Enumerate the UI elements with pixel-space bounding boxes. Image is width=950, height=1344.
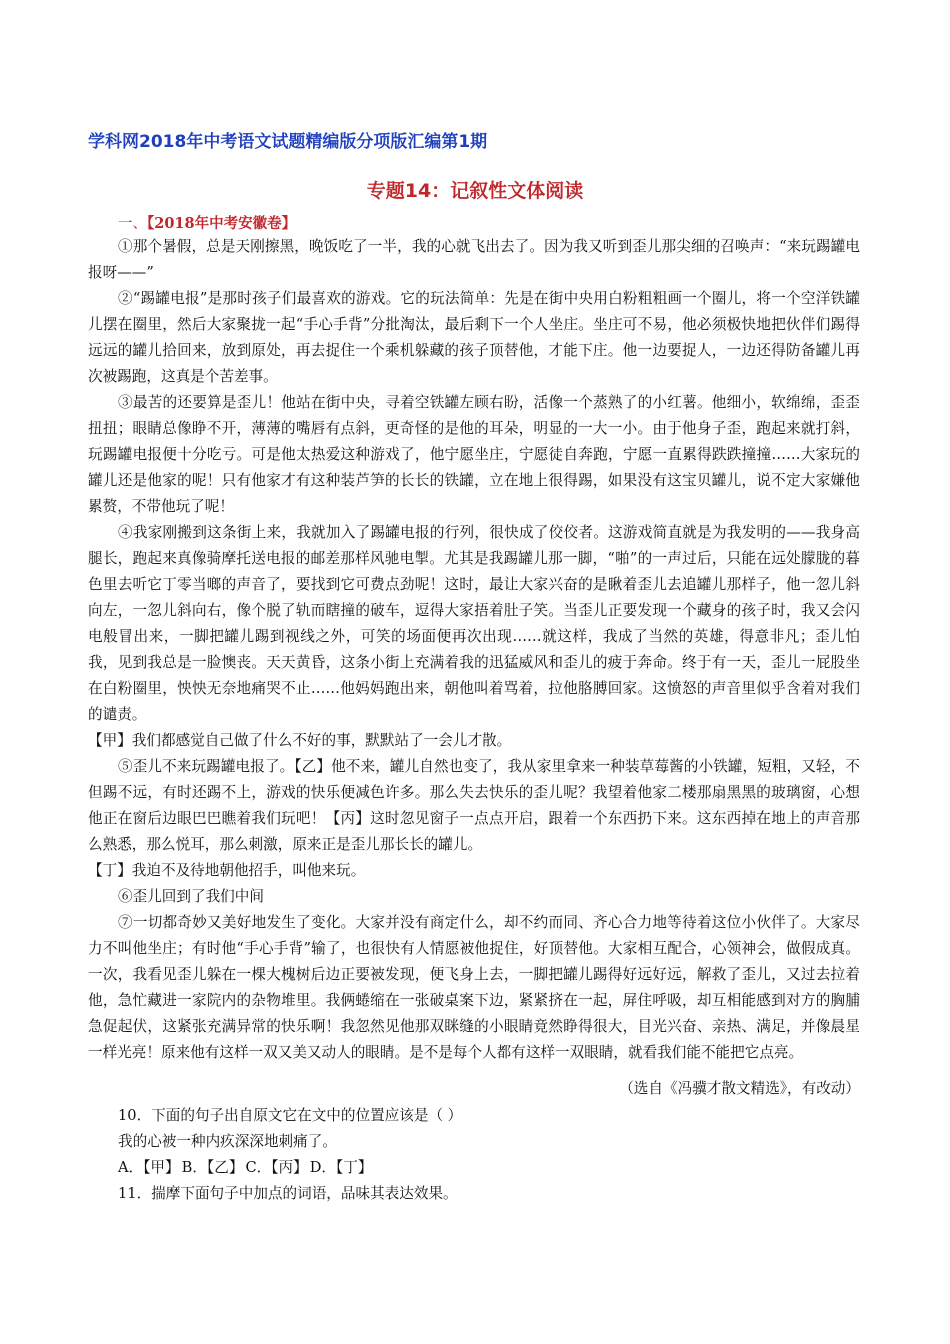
question-10-sentence: 我的心被一种内疚深深地刺痛了。: [118, 1133, 337, 1150]
paragraph-1: ①那个暑假，总是天刚擦黑，晚饭吃了一半，我的心就飞出去了。因为我又听到歪儿那尖细的召唤声：“来玩踢罐电报呀——”: [88, 238, 860, 281]
option-b: B．【乙】: [181, 1159, 244, 1176]
paragraph-7: ⑦一切都奇妙又美好地发生了变化。大家并没有商定什么，却不约而同、齐心合力地等待着这位小伙伴了。大家尽力不叫他坐庄；有时他“手心手背”输了，也很快有人情愿被他捉住，好顶替他。大家相互配合，心领神会，做假成真。一次，我看见歪儿躲在一棵大槐树后边正要被发现，便飞身上去，一脚把罐儿踢得好远好远，解救了歪儿，又过去拉着他，急忙藏进一家院内的杂物堆里。我俩蜷缩在一张破桌案下边，紧紧挤在一起，屏住呼吸，却互相能感到对方的胸脯急促起伏，这紧张充满异常的快乐啊！我忽然见他那双眯缝的小眼睛竟然睁得很大，目光兴奋、亲热、满足，并像晨星一样光亮！原来他有这样一双又美又动人的眼睛。是不是每个人都有这样一双眼睛，就看我们能不能把它点亮。: [88, 914, 860, 1061]
option-a: A．【甲】: [118, 1159, 180, 1176]
paragraph-5: ⑤歪儿不来玩踢罐电报了。【乙】他不来，罐儿自然也变了，我从家里拿来一种装草莓酱的小铁罐，短粗，又轻，不但踢不远，有时还踢不上，游戏的快乐便减色许多。那么失去快乐的歪儿呢？我望着他家二楼那扇黑黑的玻璃窗，心想他正在窗后边眼巴巴瞧着我们玩吧！【丙】这时忽见窗子一点点开启，跟着一个东西扔下来。这东西掉在地上的声音那么熟悉，那么悦耳，那么刺激，原来正是歪儿那长长的罐儿。: [88, 758, 860, 853]
article-source: （选自《冯骥才散文精选》，有改动）: [619, 1080, 860, 1097]
paragraph-ding: 【丁】我迫不及待地朝他招手，叫他来玩。: [88, 862, 366, 879]
section-heading: [118, 212, 296, 233]
question-10-options: [118, 1155, 860, 1181]
question-10-stem: 10．下面的句子出自原文它在文中的位置应该是（ ）: [118, 1107, 463, 1124]
paragraph-2: ②“踢罐电报”是那时孩子们最喜欢的游戏。它的玩法简单：先是在街中央用白粉粗粗画一个圈儿，将一个空洋铁罐儿摆在圈里，然后大家聚拢一起“手心手背”分批淘汰，最后剩下一个人坐庄。坐庄可不易，他必须极快地把伙伴们踢得远远的罐儿拾回来，放到原处，再去捉住一个乘机躲藏的孩子顶替他，才能下庄。他一边要捉人，一边还得防备罐儿再次被踢跑，这真是个苦差事。: [88, 290, 860, 385]
header-title: 学科网2018年中考语文试题精编版分项版汇编第1期: [88, 132, 488, 152]
section-number: 一、: [118, 216, 147, 232]
questions: [118, 1103, 860, 1207]
paragraph-4: ④我家刚搬到这条街上来，我就加入了踢罐电报的行列，很快成了佼佼者。这游戏简直就是为我发明的——我身高腿长，跑起来真像骑摩托送电报的邮差那样风驰电掣。尤其是我踢罐儿那一脚，“啪”的一声过后，只能在远处朦胧的暮色里去听它丁零当啷的声音了，要找到它可费点劲呢！这时，最让大家兴奋的是瞅着歪儿去追罐儿那样子，他一忽儿斜向左，一忽儿斜向右，像个脱了轨而瞎撞的破车，逗得大家捂着肚子笑。当歪儿正要发现一个藏身的孩子时，我又会闪电般冒出来，一脚把罐儿踢到视线之外，可笑的场面便再次出现……就这样，我成了当然的英雄，得意非凡；歪儿怕我，见到我总是一脸懊丧。天天黄昏，这条小街上充满着我的迅猛威风和歪儿的疲于奔命。终于有一天，歪儿一屁股坐在白粉圈里，怏怏无奈地痛哭不止……他妈妈跑出来，朝他叫着骂着，拉他胳膊回家。这愤怒的声音里似乎含着对我们的谴责。: [88, 524, 860, 723]
section-source: 【2018年中考安徽卷】: [147, 215, 297, 232]
option-d: D．【丁】: [309, 1159, 373, 1176]
question-11-stem: 11．揣摩下面句子中加点的词语，品味其表达效果。: [118, 1185, 458, 1202]
article-body: [88, 234, 860, 1066]
paragraph-jia: 【甲】我们都感觉自己做了什么不好的事，默默站了一会儿才散。: [88, 732, 512, 749]
paragraph-6: ⑥歪儿回到了我们中间: [118, 888, 264, 905]
option-c: C．【丙】: [245, 1159, 308, 1176]
topic-title: 专题14：记叙性文体阅读: [366, 180, 584, 202]
paragraph-3: ③最苦的还要算是歪儿！他站在街中央，寻着空铁罐左顾右盼，活像一个蒸熟了的小红薯。他细小，软绵绵，歪歪扭扭；眼睛总像睁不开，薄薄的嘴唇有点斜，更奇怪的是他的耳朵，明显的一大一小。由于他身子歪，跑起来就打斜，玩踢罐电报便十分吃亏。可是他太热爱这种游戏了，他宁愿坐庄，宁愿徒自奔跑，宁愿一直累得跌跌撞撞……大家玩的罐儿还是他家的呢！只有他家才有这种装芦笋的长长的铁罐，立在地上很得踢，如果没有这宝贝罐儿，说不定大家嫌他累赘，不带他玩了呢！: [88, 394, 860, 515]
